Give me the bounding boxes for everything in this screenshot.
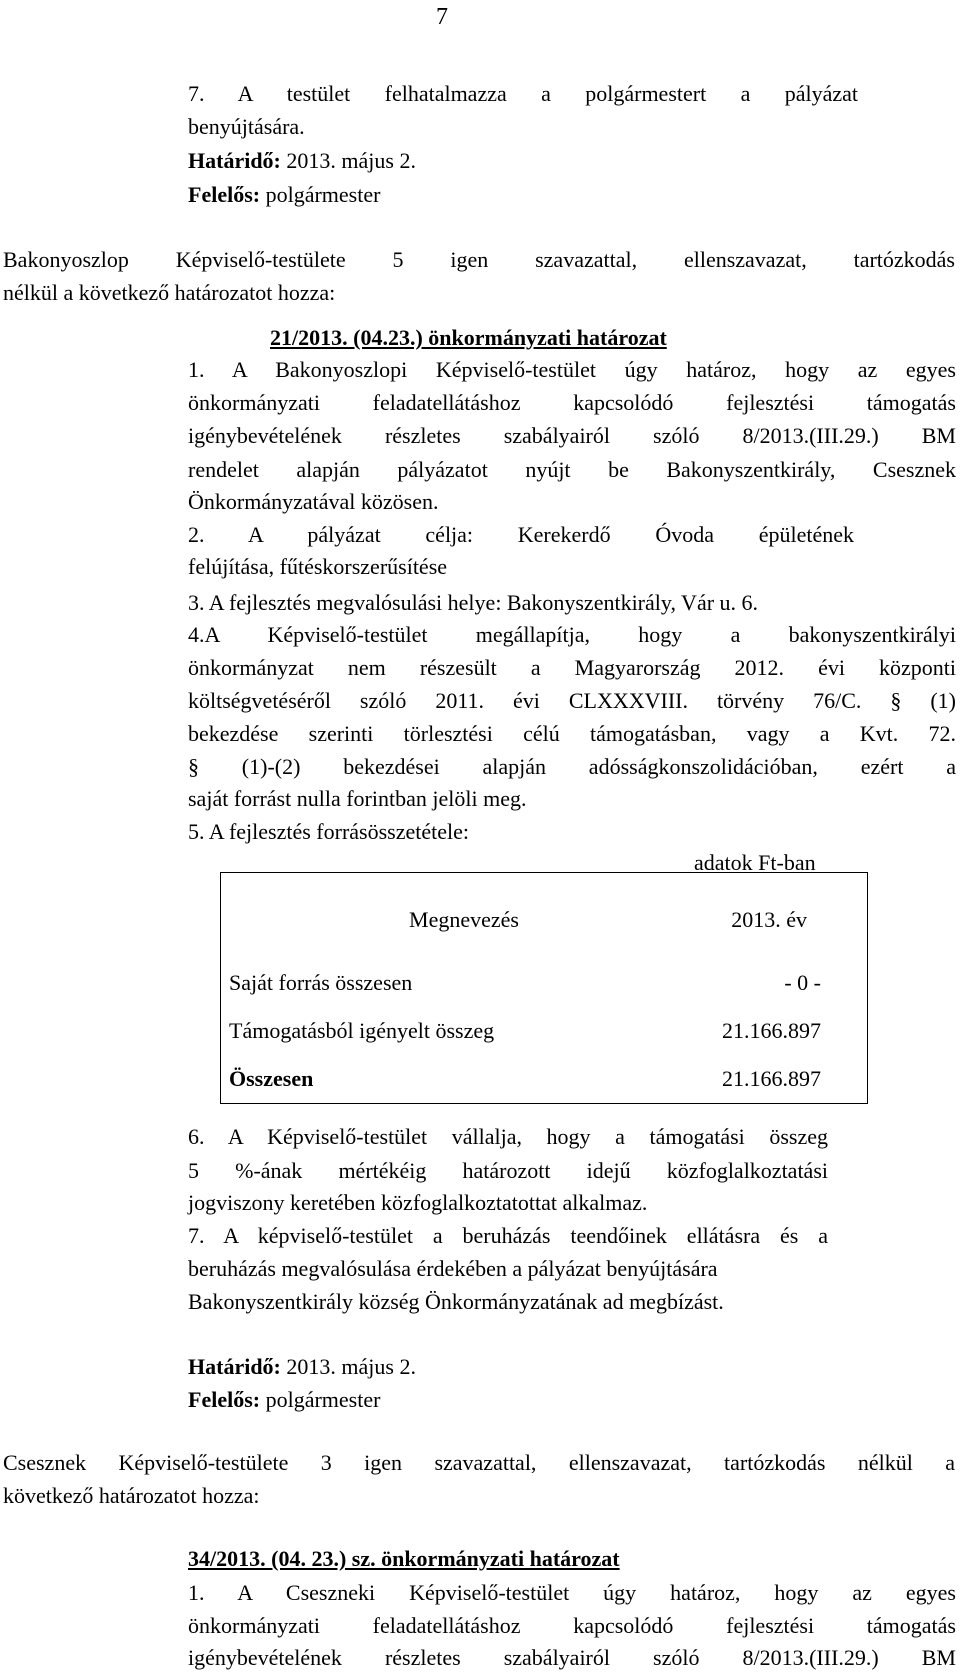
- res21-after-line-5: beruházás megvalósulása érdekében a pályázat benyújtására: [188, 1256, 718, 1281]
- responsible-value: polgármester: [260, 182, 381, 207]
- vote-bakonyoszlop-line1: Bakonyoszlop Képviselő-testülete 5 igen szavazattal, ellenszavazat, tartózkodás: [3, 247, 955, 272]
- res21-after-line-2: 5 %-ának mértékéig határozott idejű közfoglalkoztatási: [188, 1158, 828, 1183]
- item7-line2: benyújtására.: [188, 114, 305, 139]
- funding-table: [220, 872, 868, 1104]
- table-row: [221, 1007, 868, 1055]
- table-cell-value: - 0 -: [784, 970, 821, 995]
- res21-line-15: 5. A fejlesztés forrásösszetétele:: [188, 819, 470, 844]
- res21-deadline-line: [188, 1352, 416, 1382]
- res21-after-line-3: jogviszony keretében közfoglalkoztatottat alkalmaz.: [188, 1190, 648, 1215]
- table-cell-name: Támogatásból igényelt összeg: [229, 1018, 495, 1043]
- item7-line1: 7. A testület felhatalmazza a polgármestert a pályázat: [188, 81, 858, 106]
- res21-responsible-label: Felelős:: [188, 1387, 261, 1412]
- res34-line-1: 1. A Cseszneki Képviselő-testület úgy határoz, hogy az egyes: [188, 1580, 956, 1605]
- deadline-line: [188, 146, 416, 176]
- vote-csesznek-line1: Csesznek Képviselő-testülete 3 igen szavazattal, ellenszavazat, tartózkodás nélkül a: [3, 1450, 955, 1475]
- responsible-line: [188, 180, 380, 210]
- res21-after-line-4: 7. A képviselő-testület a beruházás teendőinek ellátásra és a: [188, 1223, 828, 1248]
- res21-deadline-label: Határidő:: [188, 1354, 281, 1379]
- res21-line-14: saját forrást nulla forintban jelöli meg.: [188, 786, 527, 811]
- res21-line-12: bekezdése szerinti törlesztési célú támogatásban, vagy a Kvt. 72.: [188, 721, 956, 746]
- res21-responsible-value: polgármester: [260, 1387, 381, 1412]
- res21-line-5: Önkormányzatával közösen.: [188, 489, 439, 514]
- vote-csesznek-line2: következő határozatot hozza:: [3, 1483, 260, 1508]
- res21-after-line-1: 6. A Képviselő-testület vállalja, hogy a támogatási összeg: [188, 1124, 828, 1149]
- deadline-value: 2013. május 2.: [280, 148, 416, 173]
- res21-deadline-value: 2013. május 2.: [280, 1354, 416, 1379]
- res21-line-8: 3. A fejlesztés megvalósulási helye: Bakonyszentkirály, Vár u. 6.: [188, 590, 759, 615]
- res21-line-1: 1. A Bakonyoszlopi Képviselő-testület úgy határoz, hogy az egyes: [188, 357, 956, 382]
- table-cell-value: 21.166.897: [722, 1018, 821, 1043]
- table-header-row: [221, 873, 868, 960]
- res21-line-2: önkormányzati feladatellátáshoz kapcsolódó fejlesztési támogatás: [188, 390, 956, 415]
- res21-line-11: költségvetéséről szóló 2011. évi CLXXXVIII. törvény 76/C. § (1): [188, 688, 956, 713]
- res34-line-3: igénybevételének részletes szabályairól szóló 8/2013.(III.29.) BM: [188, 1645, 956, 1670]
- table-unit-note: adatok Ft-ban: [694, 850, 816, 875]
- res21-line-6: 2. A pályázat célja: Kerekerdő Óvoda épületének: [188, 522, 854, 547]
- res21-responsible-line: [188, 1385, 380, 1415]
- resolution-34-title: 34/2013. (04. 23.) sz. önkormányzati határozat: [188, 1546, 620, 1571]
- res34-line-2: önkormányzati feladatellátáshoz kapcsolódó fejlesztési támogatás: [188, 1613, 956, 1638]
- res21-line-3: igénybevételének részletes szabályairól szóló 8/2013.(III.29.) BM: [188, 423, 956, 448]
- responsible-label: Felelős:: [188, 182, 261, 207]
- table-cell-name: Saját forrás összesen: [229, 970, 413, 995]
- res21-line-10: önkormányzat nem részesült a Magyarország 2012. évi központi: [188, 655, 956, 680]
- res21-line-13: § (1)-(2) bekezdései alapján adósságkonszolidációban, ezért a: [188, 754, 956, 779]
- res21-line-7: felújítása, fűtéskorszerűsítése: [188, 554, 448, 579]
- table-row: [221, 959, 868, 1007]
- table-header-name: Megnevezés: [409, 907, 519, 932]
- table-cell-total-label: Összesen: [229, 1066, 314, 1091]
- res21-line-4: rendelet alapján pályázatot nyújt be Bakonyszentkirály, Csesznek: [188, 457, 956, 482]
- resolution-21-title: 21/2013. (04.23.) önkormányzati határozat: [270, 325, 667, 350]
- res21-line-9: 4.A Képviselő-testület megállapítja, hogy a bakonyszentkirályi: [188, 622, 956, 647]
- table-row: [221, 1055, 868, 1104]
- table-header-year: 2013. év: [731, 907, 807, 932]
- vote-bakonyoszlop-line2: nélkül a következő határozatot hozza:: [3, 280, 336, 305]
- res21-after-line-6: Bakonyszentkirály község Önkormányzatának ad megbízást.: [188, 1289, 724, 1314]
- deadline-label: Határidő:: [188, 148, 281, 173]
- table-cell-total-value: 21.166.897: [722, 1066, 821, 1091]
- page-number: 7: [436, 4, 448, 30]
